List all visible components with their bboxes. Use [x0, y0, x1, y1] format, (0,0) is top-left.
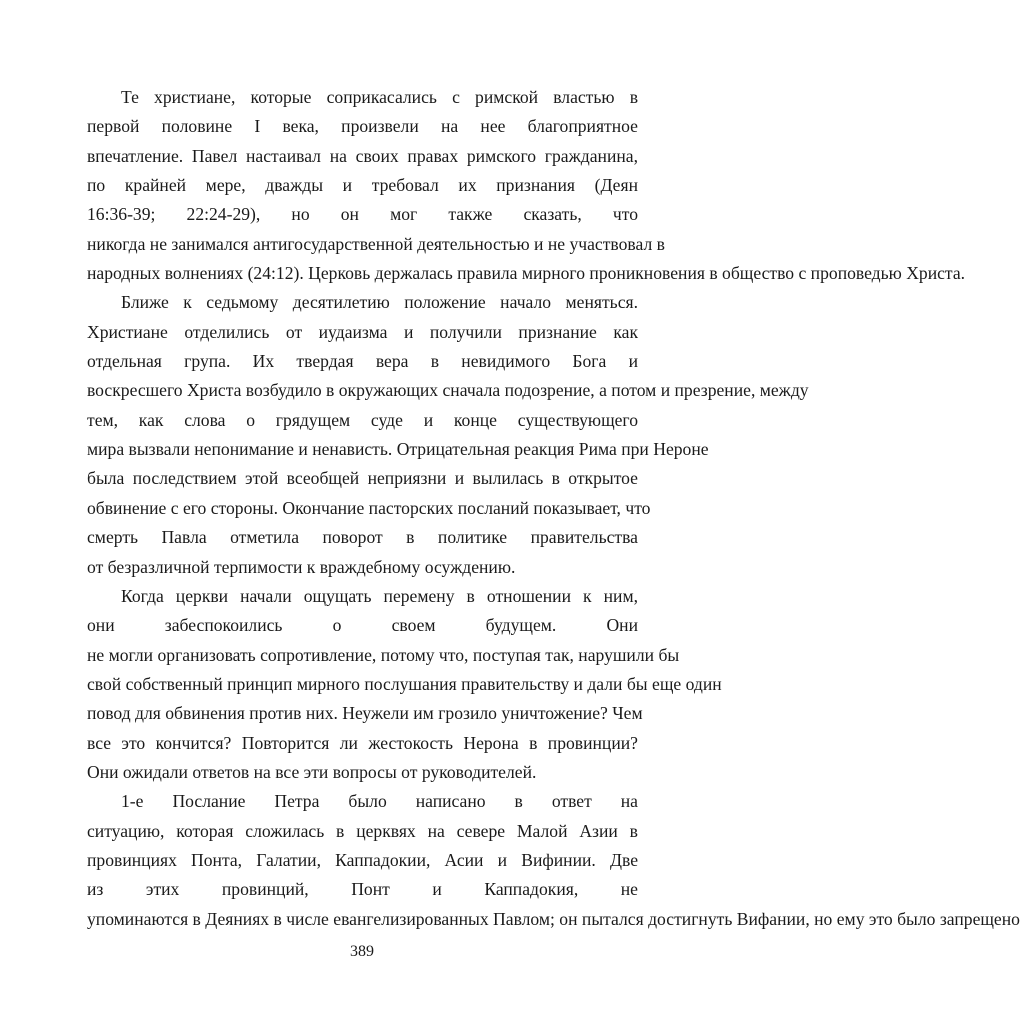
text-line: воскресшего Христа возбудило в окружающих сначала подозрение, а потом и презрение, между — [87, 380, 809, 401]
text-line: свой собственный принцип мирного послушания правительству и дали бы еще один — [87, 673, 722, 694]
paragraph — [87, 787, 1020, 934]
text-line: повод для обвинения против них. Неужели им грозило уничтожение? Чем — [87, 703, 643, 724]
text-line: ситуацию, которая сложилась в церквях на севере Малой Азии в — [87, 820, 638, 841]
text-line: первой половине I века, произвели на нее благоприятное — [87, 116, 638, 137]
text-line: все это кончится? Повторится ли жестокость Нерона в провинции? — [87, 732, 638, 753]
page-number: 389 — [350, 943, 374, 960]
paragraph — [87, 582, 722, 787]
text-line: была последствием этой всеобщей неприязни и вылилась в открытое — [87, 468, 638, 489]
text-line: упоминаются в Деяниях в числе евангелизированных Павлом; он пытался достигнуть Вифании, но ему это было запрещено — [87, 908, 1020, 929]
text-line: по крайней мере, дважды и требовал их признания (Деян — [87, 175, 638, 196]
text-line: Они ожидали ответов на все эти вопросы от руководителей. — [87, 761, 537, 782]
paragraph — [87, 288, 809, 581]
text-line: тем, как слова о грядущем суде и конце существующего — [87, 409, 638, 430]
text-line: народных волнениях (24:12). Церковь держалась правила мирного проникновения в общество с проповедью Христа. — [87, 263, 966, 284]
text-line: обвинение с его стороны. Окончание пасторских посланий показывает, что — [87, 497, 651, 518]
text-line: 16:36-39; 22:24-29), но он мог также сказать, что — [87, 204, 638, 225]
page-body — [87, 83, 1020, 934]
text-line: отдельная група. Их твердая вера в невидимого Бога и — [87, 351, 638, 372]
text-line: Ближе к седьмому десятилетию положение начало меняться. — [121, 292, 638, 313]
text-line: провинциях Понта, Галатии, Каппадокии, Асии и Вифинии. Две — [87, 849, 638, 870]
text-line: мира вызвали непонимание и ненависть. Отрицательная реакция Рима при Нероне — [87, 439, 709, 460]
text-line: Те христиане, которые соприкасались с римской властью в — [121, 87, 638, 107]
text-line: они забеспокоились о своем будущем. Они — [87, 615, 638, 636]
text-line: из этих провинций, Понт и Каппадокия, не — [87, 879, 638, 900]
text-line: смерть Павла отметила поворот в политике правительства — [87, 527, 638, 548]
paragraph — [87, 83, 966, 288]
text-line: Когда церкви начали ощущать перемену в отношении к ним, — [121, 585, 638, 606]
text-line: 1-е Послание Петра было написано в ответ на — [121, 791, 638, 812]
text-line: Христиане отделились от иудаизма и получили признание как — [87, 321, 638, 342]
text-line: впечатление. Павел настаивал на своих правах римского гражданина, — [87, 145, 638, 166]
text-line: никогда не занимался антигосударственной деятельностью и не участвовал в — [87, 233, 665, 254]
text-line: от безразличной терпимости к враждебному осуждению. — [87, 556, 516, 577]
text-line: не могли организовать сопротивление, потому что, поступая так, нарушили бы — [87, 644, 680, 665]
